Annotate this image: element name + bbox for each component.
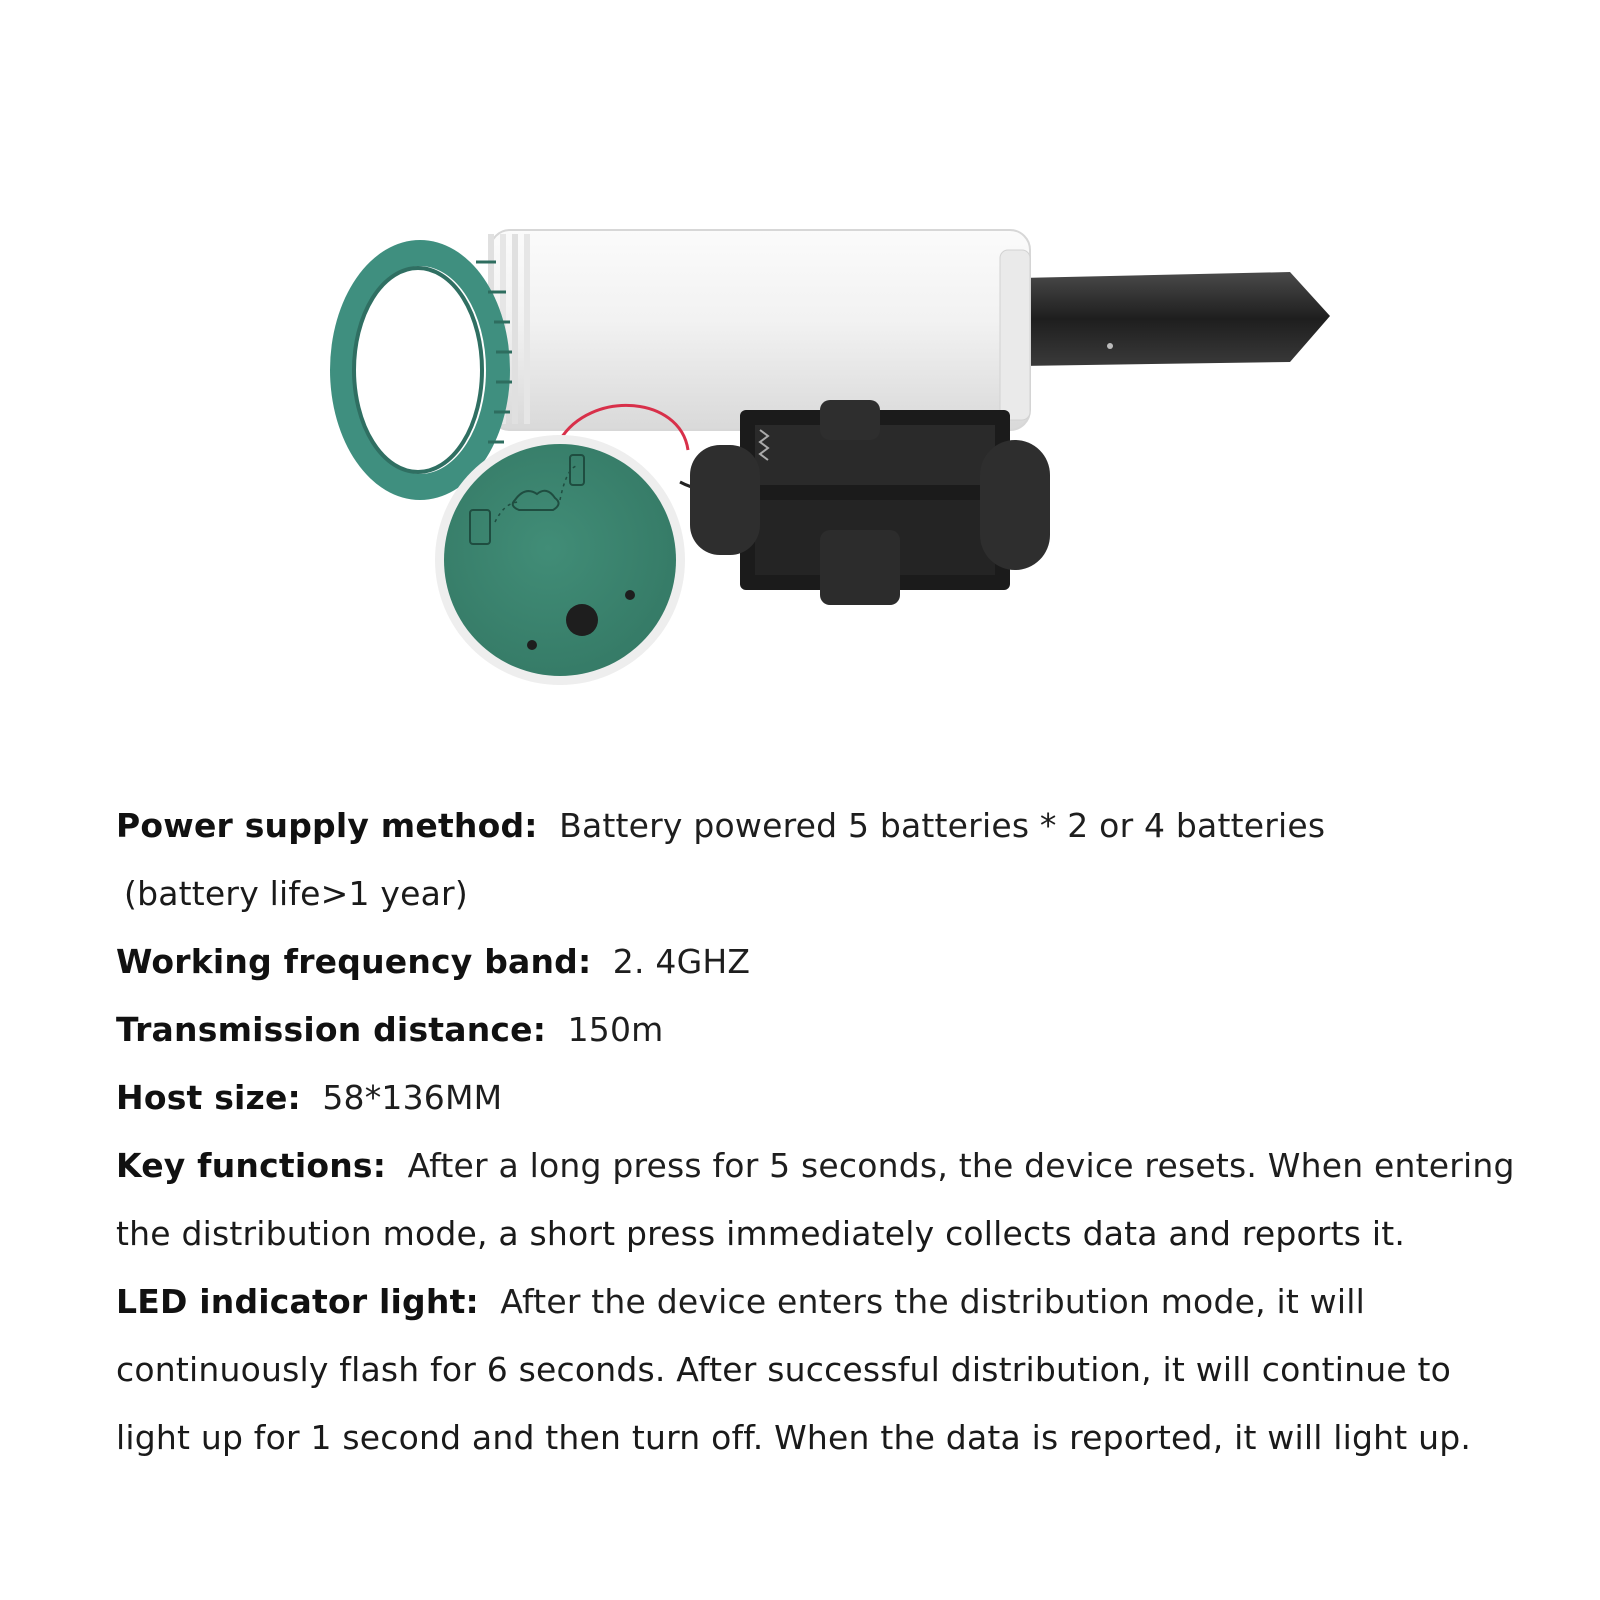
spec-led <box>116 1268 1536 1336</box>
spec-key-functions <box>116 1132 1536 1200</box>
spec-host-size <box>116 1064 1536 1132</box>
sensor-tube <box>488 230 1030 430</box>
spec-value: After a long press for 5 seconds, the device resets. When entering <box>407 1146 1515 1185</box>
spec-led-continuation: continuously flash for 6 seconds. After successful distribution, it will continue to <box>116 1350 1452 1389</box>
probe-spike <box>1020 272 1330 366</box>
sensor-disc <box>435 435 685 685</box>
spec-led-continuation: light up for 1 second and then turn off. When the data is reported, it will light up. <box>116 1418 1472 1457</box>
spec-label: LED indicator light: <box>116 1282 479 1321</box>
spec-key-functions-continuation: the distribution mode, a short press immediately collects data and reports it. <box>116 1214 1406 1253</box>
spec-power-continuation: (battery life>1 year) <box>124 874 468 913</box>
spec-value: 58*136MM <box>322 1078 503 1117</box>
spec-list <box>116 792 1536 1472</box>
spec-label: Working frequency band: <box>116 942 592 981</box>
product-image <box>300 200 1400 740</box>
spec-value: After the device enters the distribution mode, it will <box>500 1282 1365 1321</box>
spec-distance <box>116 996 1536 1064</box>
spec-frequency <box>116 928 1536 996</box>
spec-power <box>116 792 1536 860</box>
spec-label: Host size: <box>116 1078 301 1117</box>
spec-value: 2. 4GHZ <box>612 942 751 981</box>
battery-holder <box>690 400 1050 605</box>
spec-label: Transmission distance: <box>116 1010 547 1049</box>
spec-value: 150m <box>567 1010 664 1049</box>
spec-label: Key functions: <box>116 1146 387 1185</box>
spec-label: Power supply method: <box>116 806 538 845</box>
spec-value: Battery powered 5 batteries * 2 or 4 batteries <box>559 806 1326 845</box>
